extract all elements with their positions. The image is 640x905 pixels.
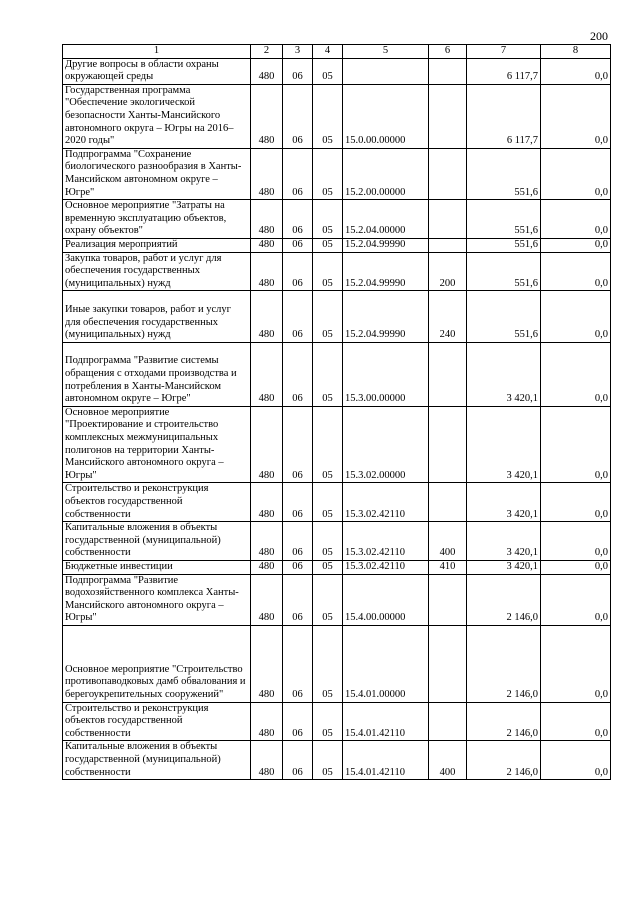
row-label: Капитальные вложения в объекты государственной (муниципальной) собственности <box>63 522 251 561</box>
cell-expense-type <box>429 58 467 84</box>
cell-subsection: 05 <box>313 238 343 252</box>
cell-target-article: 15.2.00.00000 <box>343 148 429 199</box>
row-label: Подпрограмма "Развитие системы обращения с отходами производства и потребления в Ханты-Мансийском автономном округе – Югре" <box>63 342 251 406</box>
cell-amount: 2 146,0 <box>467 702 541 741</box>
cell-target-article: 15.4.01.42110 <box>343 702 429 741</box>
cell-subsection: 05 <box>313 200 343 239</box>
cell-subsection: 05 <box>313 483 343 522</box>
cell-amount: 551,6 <box>467 148 541 199</box>
cell-subsection: 05 <box>313 522 343 561</box>
cell-amount: 3 420,1 <box>467 522 541 561</box>
cell-target-article: 15.3.02.42110 <box>343 483 429 522</box>
cell-amount: 3 420,1 <box>467 342 541 406</box>
table-row <box>63 560 611 574</box>
cell-section: 06 <box>283 483 313 522</box>
cell-admin-code: 480 <box>251 483 283 522</box>
cell-subsection: 05 <box>313 58 343 84</box>
cell-target-article: 15.3.02.42110 <box>343 522 429 561</box>
cell-subsection: 05 <box>313 148 343 199</box>
table-row <box>63 741 611 780</box>
row-label: Бюджетные инвестиции <box>63 560 251 574</box>
cell-section: 06 <box>283 200 313 239</box>
cell-amount: 2 146,0 <box>467 574 541 625</box>
cell-amount: 2 146,0 <box>467 741 541 780</box>
cell-expense-type <box>429 406 467 483</box>
cell-admin-code: 480 <box>251 342 283 406</box>
table-row <box>63 84 611 148</box>
cell-subsection: 05 <box>313 406 343 483</box>
table-row <box>63 58 611 84</box>
cell-target-article: 15.4.01.00000 <box>343 625 429 702</box>
cell-admin-code: 480 <box>251 560 283 574</box>
table-row <box>63 574 611 625</box>
table-row <box>63 483 611 522</box>
cell-amount-2: 0,0 <box>541 483 611 522</box>
column-header: 4 <box>313 45 343 59</box>
cell-expense-type <box>429 574 467 625</box>
cell-target-article: 15.4.00.00000 <box>343 574 429 625</box>
cell-target-article: 15.2.04.99990 <box>343 291 429 342</box>
cell-amount-2: 0,0 <box>541 625 611 702</box>
cell-target-article: 15.0.00.00000 <box>343 84 429 148</box>
cell-expense-type <box>429 625 467 702</box>
cell-admin-code: 480 <box>251 741 283 780</box>
cell-expense-type <box>429 483 467 522</box>
cell-expense-type <box>429 702 467 741</box>
cell-admin-code: 480 <box>251 291 283 342</box>
cell-amount-2: 0,0 <box>541 238 611 252</box>
cell-target-article: 15.4.01.42110 <box>343 741 429 780</box>
table-row <box>63 148 611 199</box>
cell-admin-code: 480 <box>251 406 283 483</box>
table-row <box>63 406 611 483</box>
cell-amount-2: 0,0 <box>541 702 611 741</box>
cell-amount-2: 0,0 <box>541 560 611 574</box>
cell-admin-code: 480 <box>251 238 283 252</box>
cell-admin-code: 480 <box>251 84 283 148</box>
row-label: Реализация мероприятий <box>63 238 251 252</box>
cell-section: 06 <box>283 625 313 702</box>
cell-admin-code: 480 <box>251 522 283 561</box>
cell-target-article: 15.3.00.00000 <box>343 342 429 406</box>
cell-subsection: 05 <box>313 252 343 291</box>
cell-expense-type <box>429 200 467 239</box>
cell-target-article: 15.2.04.00000 <box>343 200 429 239</box>
column-header: 6 <box>429 45 467 59</box>
cell-amount-2: 0,0 <box>541 522 611 561</box>
cell-section: 06 <box>283 252 313 291</box>
cell-amount: 6 117,7 <box>467 58 541 84</box>
cell-subsection: 05 <box>313 342 343 406</box>
cell-subsection: 05 <box>313 741 343 780</box>
cell-amount-2: 0,0 <box>541 574 611 625</box>
cell-subsection: 05 <box>313 574 343 625</box>
page-number: 200 <box>590 29 608 43</box>
table-row <box>63 522 611 561</box>
row-label: Строительство и реконструкция объектов государственной собственности <box>63 702 251 741</box>
row-label: Основное мероприятие "Затраты на временную эксплуатацию объектов, охрану объектов" <box>63 200 251 239</box>
cell-admin-code: 480 <box>251 625 283 702</box>
table-row <box>63 702 611 741</box>
cell-target-article: 15.3.02.00000 <box>343 406 429 483</box>
cell-subsection: 05 <box>313 560 343 574</box>
cell-amount: 2 146,0 <box>467 625 541 702</box>
cell-expense-type: 240 <box>429 291 467 342</box>
cell-subsection: 05 <box>313 291 343 342</box>
cell-expense-type: 400 <box>429 741 467 780</box>
cell-amount: 551,6 <box>467 238 541 252</box>
cell-amount-2: 0,0 <box>541 200 611 239</box>
cell-admin-code: 480 <box>251 148 283 199</box>
cell-expense-type: 410 <box>429 560 467 574</box>
cell-amount: 6 117,7 <box>467 84 541 148</box>
row-label: Строительство и реконструкция объектов государственной собственности <box>63 483 251 522</box>
table-body <box>63 58 611 780</box>
row-label: Основное мероприятие "Строительство противопаводковых дамб обвалования и берегоукрепительных сооружений" <box>63 625 251 702</box>
cell-amount-2: 0,0 <box>541 252 611 291</box>
cell-expense-type <box>429 84 467 148</box>
cell-amount: 3 420,1 <box>467 483 541 522</box>
cell-admin-code: 480 <box>251 200 283 239</box>
cell-amount-2: 0,0 <box>541 741 611 780</box>
row-label: Иные закупки товаров, работ и услуг для обеспечения государственных (муниципальных) нужд <box>63 291 251 342</box>
row-label: Основное мероприятие "Проектирование и строительство комплексных межмуниципальных полигонов на территории Ханты-Мансийского автономного округа – Югры" <box>63 406 251 483</box>
cell-section: 06 <box>283 342 313 406</box>
cell-section: 06 <box>283 84 313 148</box>
budget-table <box>62 44 611 780</box>
cell-target-article: 15.2.04.99990 <box>343 252 429 291</box>
cell-expense-type <box>429 238 467 252</box>
column-header: 2 <box>251 45 283 59</box>
cell-admin-code: 480 <box>251 58 283 84</box>
cell-section: 06 <box>283 238 313 252</box>
cell-expense-type: 200 <box>429 252 467 291</box>
cell-expense-type <box>429 148 467 199</box>
table-row <box>63 625 611 702</box>
cell-admin-code: 480 <box>251 574 283 625</box>
cell-subsection: 05 <box>313 84 343 148</box>
cell-admin-code: 480 <box>251 702 283 741</box>
table-row <box>63 238 611 252</box>
cell-section: 06 <box>283 574 313 625</box>
cell-expense-type: 400 <box>429 522 467 561</box>
row-label: Государственная программа "Обеспечение экологической безопасности Ханты-Мансийского автономного округа – Югры на 2016–2020 годы" <box>63 84 251 148</box>
cell-amount-2: 0,0 <box>541 406 611 483</box>
cell-amount-2: 0,0 <box>541 291 611 342</box>
row-label: Капитальные вложения в объекты государственной (муниципальной) собственности <box>63 741 251 780</box>
cell-section: 06 <box>283 560 313 574</box>
cell-amount-2: 0,0 <box>541 148 611 199</box>
cell-target-article: 15.3.02.42110 <box>343 560 429 574</box>
cell-section: 06 <box>283 522 313 561</box>
column-header: 8 <box>541 45 611 59</box>
table-row <box>63 200 611 239</box>
header-row <box>63 45 611 59</box>
column-header: 7 <box>467 45 541 59</box>
table-row <box>63 252 611 291</box>
cell-subsection: 05 <box>313 702 343 741</box>
cell-section: 06 <box>283 291 313 342</box>
column-header: 5 <box>343 45 429 59</box>
cell-section: 06 <box>283 741 313 780</box>
cell-target-article <box>343 58 429 84</box>
cell-section: 06 <box>283 406 313 483</box>
cell-amount: 3 420,1 <box>467 560 541 574</box>
cell-amount: 551,6 <box>467 200 541 239</box>
cell-amount: 551,6 <box>467 252 541 291</box>
cell-amount-2: 0,0 <box>541 84 611 148</box>
column-header: 3 <box>283 45 313 59</box>
cell-admin-code: 480 <box>251 252 283 291</box>
cell-section: 06 <box>283 702 313 741</box>
cell-amount-2: 0,0 <box>541 342 611 406</box>
row-label: Закупка товаров, работ и услуг для обеспечения государственных (муниципальных) нужд <box>63 252 251 291</box>
cell-expense-type <box>429 342 467 406</box>
cell-amount-2: 0,0 <box>541 58 611 84</box>
cell-amount: 551,6 <box>467 291 541 342</box>
table-row <box>63 342 611 406</box>
column-header: 1 <box>63 45 251 59</box>
cell-target-article: 15.2.04.99990 <box>343 238 429 252</box>
table-row <box>63 291 611 342</box>
cell-subsection: 05 <box>313 625 343 702</box>
cell-section: 06 <box>283 148 313 199</box>
row-label: Другие вопросы в области охраны окружающей среды <box>63 58 251 84</box>
cell-amount: 3 420,1 <box>467 406 541 483</box>
row-label: Подпрограмма "Развитие водохозяйственного комплекса Ханты-Мансийского автономного округа – Югры" <box>63 574 251 625</box>
row-label: Подпрограмма "Сохранение биологического разнообразия в Ханты-Мансийском автономном округе – Югре" <box>63 148 251 199</box>
cell-section: 06 <box>283 58 313 84</box>
